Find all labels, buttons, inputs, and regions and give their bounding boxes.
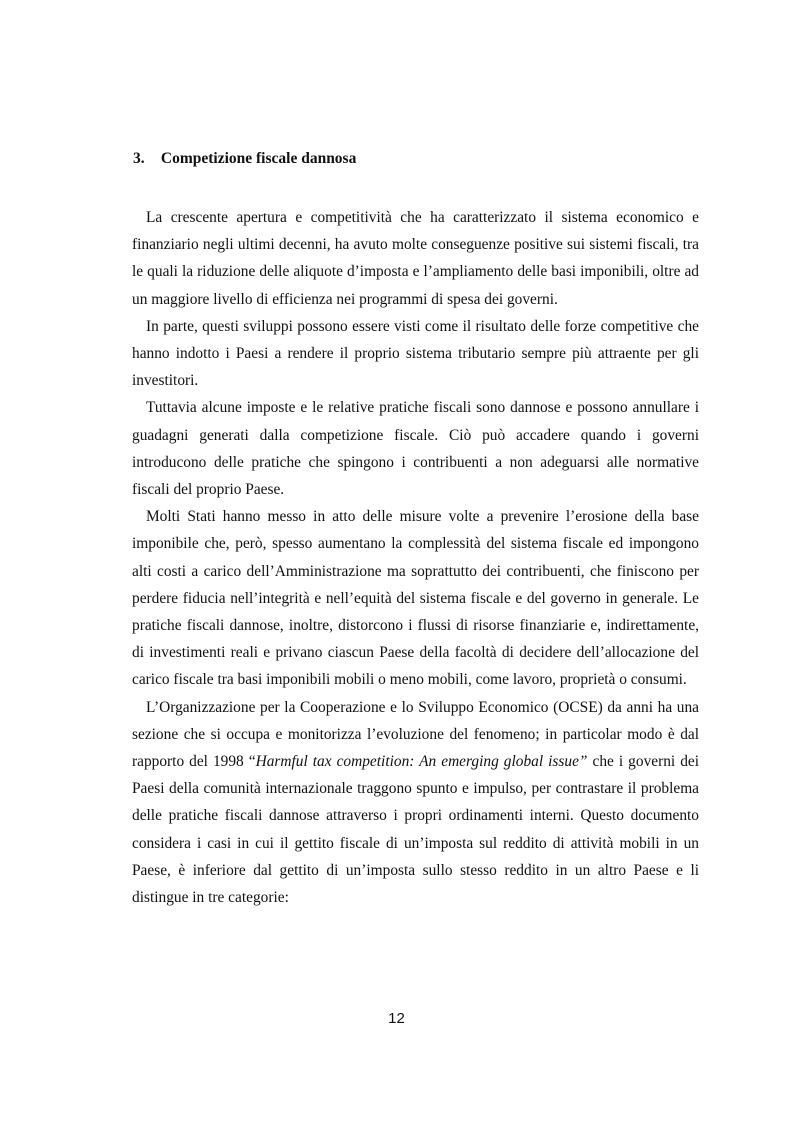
page-number: 12 <box>388 1010 405 1027</box>
paragraph: Molti Stati hanno messo in atto delle misure volte a prevenire l’erosione della base imponibile che, però, spesso aumentano la complessità del sistema fiscale ed impongono alti costi a carico dell’Amministrazione ma soprattutto dei contribuenti, che finiscono per perdere fiducia nell’integrità e nell’equità del sistema fiscale e del governo in generale. Le pratiche fiscali dannose, inoltre, distorcono i flussi di risorse finanziarie e, indirettamente, di investimenti reali e privano ciascun Paese della facoltà di decidere dell’allocazione del carico fiscale tra basi imponibili mobili o meno mobili, come lavoro, proprietà o consumi. <box>132 508 699 689</box>
paragraph-text: che i governi dei Paesi della comunità internazionale traggono spunto e impulso, per contrastare il problema delle pratiche fiscali dannose attraverso i propri ordinamenti interni. Questo documento considera i casi in cui il gettito fiscale di un’imposta sul reddito di attività mobili in un Paese, è inferiore dal gettito di un’imposta sullo stesso reddito in un altro Paese e li distingue in tre categorie: <box>132 753 700 907</box>
paragraph-text: L’Organizzazione per la Cooperazione e lo Sviluppo Economico (OCSE) da anni ha una sezione che si occupa e monitorizza l’evoluzione del fenomeno; in particolar modo è dal rapporto del 1998 “ <box>132 698 699 771</box>
section-number: 3. <box>133 150 145 167</box>
paragraph-oecd <box>132 694 699 912</box>
paragraph: La crescente apertura e competitività che ha caratterizzato il sistema economico e finanziario negli ultimi decenni, ha avuto molte conseguenze positive sui sistemi fiscali, tra le quali la riduzione delle aliquote d’imposta e l’ampliamento delle basi imponibili, oltre ad un maggiore livello di efficienza nei programmi di spesa dei governi. <box>132 209 699 308</box>
body-text <box>132 204 699 911</box>
section-title: Competizione fiscale dannosa <box>160 150 357 167</box>
report-citation: Harmful tax competition: An emerging global issue” <box>255 753 588 771</box>
section-heading <box>133 150 356 168</box>
paragraph: Tuttavia alcune imposte e le relative pratiche fiscali sono dannose e possono annullare i guadagni generati dalla competizione fiscale. Ciò può accadere quando i governi introducono delle pratiche che spingono i contribuenti a non adeguarsi alle normative fiscali del proprio Paese. <box>132 399 699 499</box>
paragraph: In parte, questi sviluppi possono essere visti come il risultato delle forze competitive che hanno indotto i Paesi a rendere il proprio sistema tributario sempre più attraente per gli investitori. <box>132 317 699 390</box>
